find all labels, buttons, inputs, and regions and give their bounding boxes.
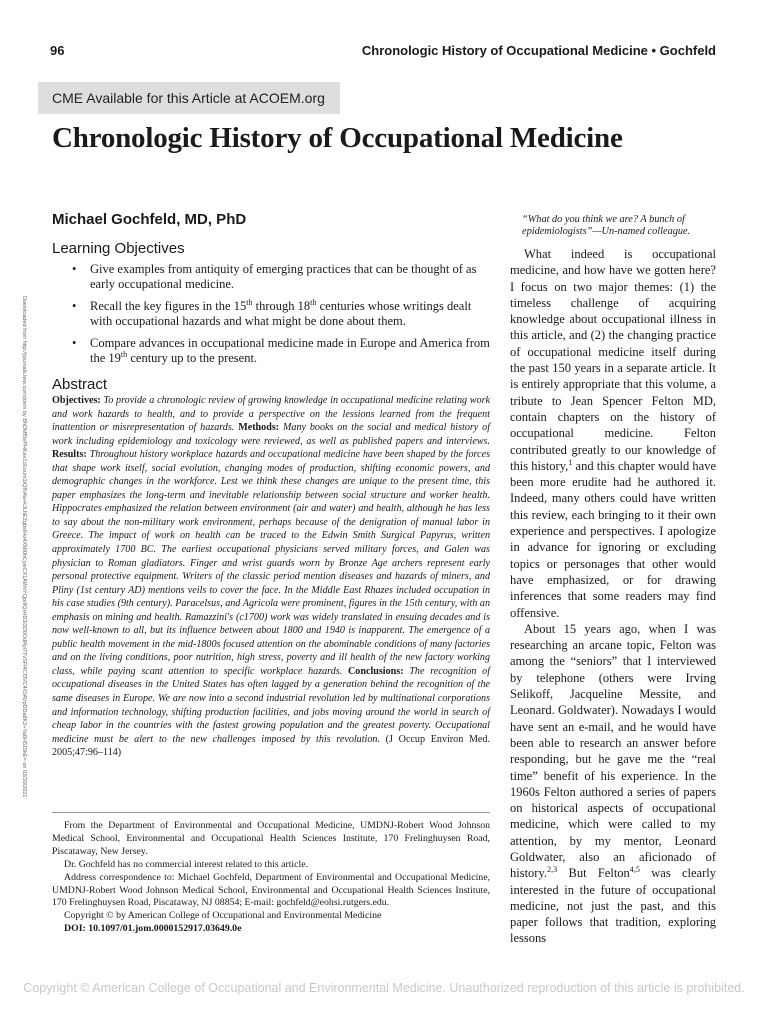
doi-link[interactable]: DOI: 10.1097/01.jom.0000152917.03649.0e <box>64 923 242 935</box>
list-item <box>72 299 494 329</box>
cme-banner-text: CME Available for this Article at ACOEM.org <box>52 90 325 106</box>
body-text-span: What indeed is occupational medicine, and how have we gotten here? I focus on two major themes: (1) the timeless challenge of acquiring knowledge about occupational illness in this article, and (2) the changing practice of occupational medicine itself during the past 150 years in a separate article. It is entirely appropriate that this volume, a tribute to Jean Spencer Felton MD, contain chapters on the history of occupational medicine. Felton contributed greatly to our knowledge of this history, <box>510 247 716 473</box>
footnote-divider <box>52 812 490 813</box>
body-text-span: About 15 years ago, when I was researching an arcane topic, Felton was among the “seniors” that I interviewed by telephone (others were Irving Selikoff, Jacqueline Messite, and Leonard. Goldwater). Nowadays I would have sent an e-mail, and he would have been able to research an answer before responding, but he gave me the “real time” benefit of his experience. In the 1960s Felton authored a series of papers on historical aspects of occupational medicine, which were called to my attention, by my mentor, Leonard Goldwater, also an aficionado of history. <box>510 621 716 881</box>
bullet-icon: • <box>72 262 77 276</box>
abstract-methods-label: Methods: <box>238 422 280 434</box>
reference-link[interactable]: 1 <box>568 457 573 467</box>
objective-text: century up to the present. <box>127 351 258 365</box>
objective-text: Compare advances in occupational medicine made in Europe and America from the 19 <box>90 336 490 365</box>
bullet-icon: • <box>72 299 77 313</box>
body-paragraph <box>510 621 716 947</box>
learning-objectives-heading: Learning Objectives <box>52 240 185 257</box>
abstract-heading: Abstract <box>52 376 108 393</box>
footnote-affiliation: From the Department of Environmental and Occupational Medicine, UMDNJ-Robert Wood Johnson Medical School, Environmental and Occupational Health Sciences Institute, 170 Frelinghuysen Road, Piscataway, New Jersey. <box>52 820 490 857</box>
abstract-conclusions: The recognition of occupational diseases in the United States has often lagged by a generation behind the recognition of the same diseases in Europe. We are now into a second industrial revolution led by multinational corporations and information technology, shifting production facilities, and jobs moving around the world in search of cheap labor in the countries with the fastest growing population and the greatest poverty. Occupational medicine must be alert to the new challenges imposed by this revolution. <box>52 665 491 745</box>
reference-link[interactable]: 4,5 <box>629 865 640 875</box>
footnotes <box>52 820 490 936</box>
objective-text: through 18 <box>252 299 311 313</box>
abstract-results: Throughout history workplace hazards and occupational medicine have been shaped by the forces that shape work itself, social evolution, changing modes of production, shifting economic powers, and demographic changes in the workforce. Lest we think these changes are unique to the present time, this paper emphasizes the long-term and inevitable relationship between social structure and worker health. Hippocrates emphasized the relation between environment (air and water) and health, although he has less to say about the non-military work environment, perhaps because of the denigration of manual labor in Greece. The impact of work on health can be traced to the Edwin Smith Surgical Papyrus, written approximately 1700 BC. The earliest occupational physicians served military forces, and Galen was physician to Roman gladiators. Finger and wrist guards worn by Bronze Age archers represent early personal protective equipment. Writers of the classic period mention diseases and hazards of miners, and Pliny (1st century AD) mentions veils to cover the face. In the Middle East Rhazes included occupation in his case studies (9th century). Paracelsus, and Agricola were prominent, figures in the 15th century, with an emphasis on mining and health. Ramazzini's (c1700) work was widely translated in ensuing decades and is now well-known to all, but its influence between about 1800 and 1940 is inapparent. The emergence of a public health movement in the mid-1800s focused attention on the abominable conditions of many factories and on the living conditions, poor nutrition, high stress, poverty and ill health of the new factory working class, while paying scant attention to specific workplace hazards. <box>52 449 490 677</box>
body-text-span: and this chapter would have been more erudite had he authored it. Indeed, many others could have written this review, each bringing to it their own experience and perspectives. I apologize in advance for ignoring or excluding topics or personages that other would have emphasized, or for drawing inferences that some readers may find offensive. <box>510 458 716 620</box>
objective-text: centuries whose writings dealt with occupational hazards and what might be done about them. <box>90 299 472 328</box>
article-title: Chronologic History of Occupational Medicine <box>52 122 623 154</box>
footnote-disclosure: Dr. Gochfeld has no commercial interest related to this article. <box>64 858 309 870</box>
abstract-results-label: Results: <box>52 449 87 461</box>
running-head: Chronologic History of Occupational Medicine • Gochfeld <box>361 43 716 58</box>
abstract-objectives-label: Objectives: <box>52 395 101 406</box>
abstract-conclusions-label: Conclusions: <box>348 665 404 677</box>
body-text-span: But Felton <box>557 866 630 881</box>
page-number: 96 <box>50 43 65 58</box>
body-text <box>510 246 716 947</box>
abstract-objectives: To provide a chronologic review of growing knowledge in occupational medicine relating work and work hazards to health, and to provide a perspective on the lessions learned from the frequent inattention or misrepresentation of hazards. <box>52 395 490 434</box>
body-paragraph <box>510 246 716 621</box>
bullet-icon: • <box>72 336 77 350</box>
reference-link[interactable]: 2,3 <box>547 865 558 875</box>
superscript: th <box>120 349 128 359</box>
list-item <box>72 336 494 366</box>
superscript: th <box>246 297 253 307</box>
abstract-citation: (J Occup Environ Med. 2005;47:96–114) <box>52 733 490 759</box>
objective-text: Give examples from antiquity of emerging practices that can be thought of as early occupational medicine. <box>90 262 477 291</box>
page-copyright-notice: Copyright © American College of Occupational and Environmental Medicine. Unauthorized reproduction of this article is prohibited. <box>23 981 745 995</box>
epigraph: “What do you think we are? A bunch of epidemiologists”—Un-named colleague. <box>522 214 691 237</box>
superscript: th <box>310 297 317 307</box>
download-watermark: Downloaded from http://journals.lww.com/joem by BhDMf5ePHKav1zEoum1tQfN4a+kJLhEZgbsIHo4XMi0hCywCX1AWnYQp/IlQrHD3i3D0OdRyi7TvSFl4Cf3VC4/OAVpDDa8K2+Ya6H515kE= on 03/30/2021 <box>21 296 27 798</box>
objective-text: Recall the key figures in the 15 <box>90 299 247 313</box>
learning-objectives-list <box>72 262 494 373</box>
footnote-copyright: Copyright © by American College of Occupational and Environmental Medicine <box>64 910 382 922</box>
footnote-correspondence: Address correspondence to: Michael Gochfeld, Department of Environmental and Occupational Medicine, UMDNJ-Robert Wood Johnson Medical School, Environmental and Occupational Health Sciences Institute, 170 Frelinghuysen Road, Piscataway, NJ 08854; E-mail: gochfeld@eohsi.rutgers.edu. <box>52 871 490 909</box>
list-item <box>72 262 494 292</box>
author-name: Michael Gochfeld, MD, PhD <box>52 211 247 228</box>
body-text-span: was clearly interested in the future of occupational medicine, not just the past, and this paper follows that tradition, exploring lessons <box>510 866 716 946</box>
abstract-body <box>52 394 490 760</box>
abstract-methods: Many books on the social and medical history of work including epidemiology and toxicology were reviewed, as well as published papers and interviews. <box>52 422 490 447</box>
